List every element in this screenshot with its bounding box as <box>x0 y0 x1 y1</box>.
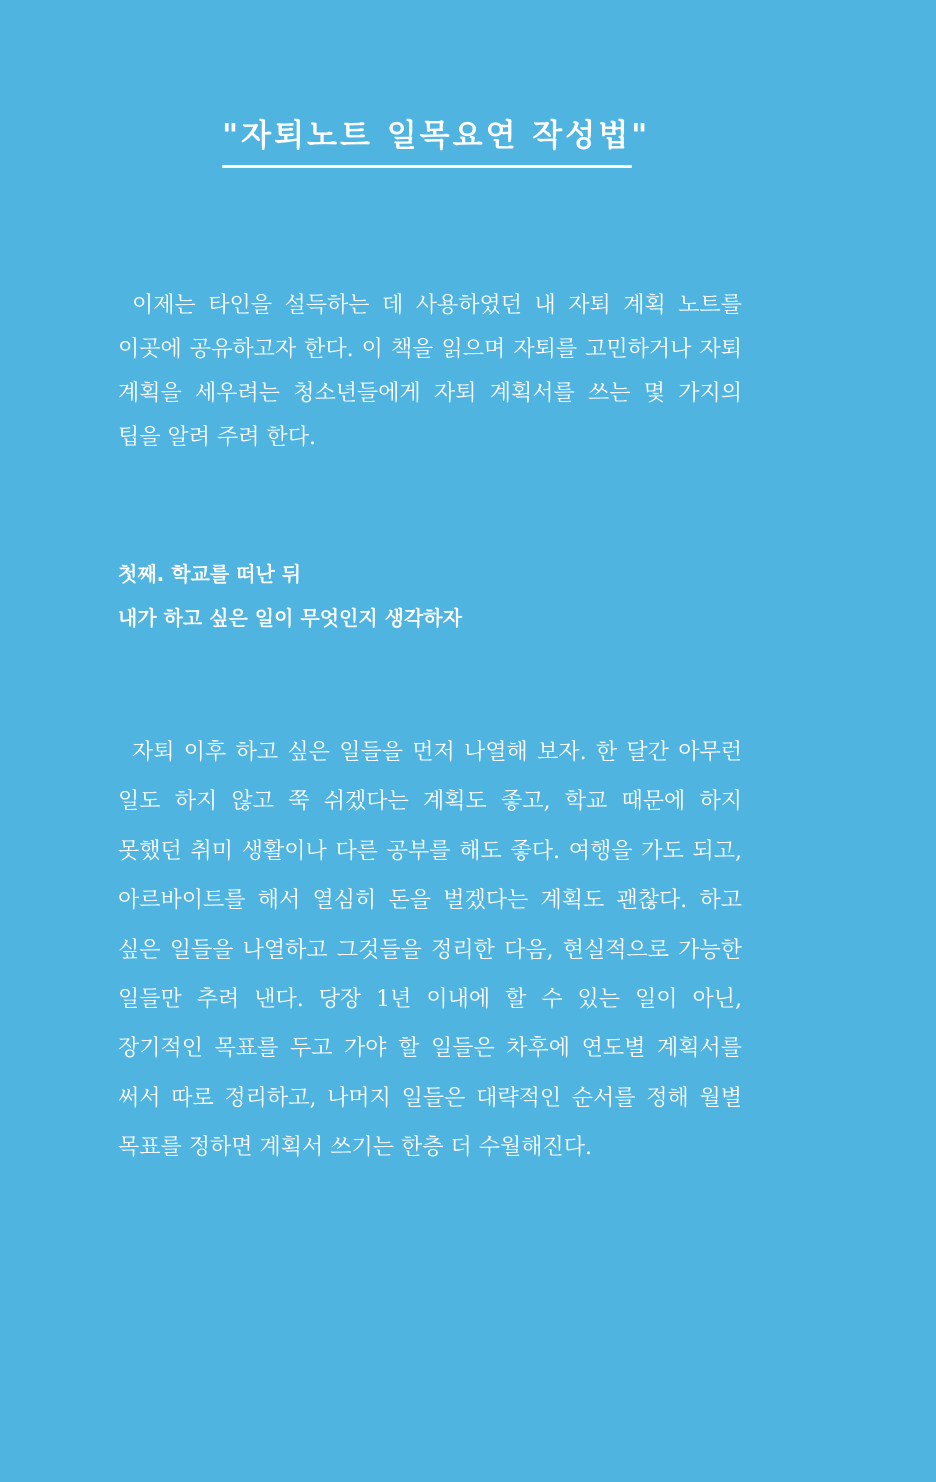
body-paragraph <box>118 728 742 1173</box>
title-underline <box>222 165 632 168</box>
section-heading-line-1: 첫째. 학교를 떠난 뒤 <box>118 562 302 586</box>
title-block <box>222 112 651 160</box>
page-title: "자퇴노트 일목요연 작성법" <box>222 118 651 154</box>
body-text: 자퇴 이후 하고 싶은 일들을 먼저 나열해 보자. 한 달간 아무런 일도 하지 않고 쭉 쉬겠다는 계획도 좋고, 학교 때문에 하지 못했던 취미 생활이나 다른 공부를 해도 좋다. 여행을 가도 되고, 아르바이트를 해서 열심히 돈을 벌겠다는 계획도 괜찮다. 하고 싶은 일들을 나열하고 그것들을 정리한 다음, 현실적으로 가능한 일들만 추려 낸다. 당장 1년 이내에 할 수 있는 일이 아닌, 장기적인 목표를 두고 가야 할 일들은 차후에 연도별 계획서를 써서 따로 정리하고, 나머지 일들은 대략적인 순서를 정해 월별 목표를 정하면 계획서 쓰기는 한층 더 수월해진다. <box>118 740 742 1161</box>
intro-text: 이제는 타인을 설득하는 데 사용하였던 내 자퇴 계획 노트를 이곳에 공유하고자 한다. 이 책을 읽으며 자퇴를 고민하거나 자퇴 계획을 세우려는 청소년들에게 자퇴 계획서를 쓰는 몇 가지의 팁을 알려 주려 한다. <box>118 293 742 450</box>
intro-paragraph <box>118 284 742 460</box>
section-heading <box>118 552 758 640</box>
section-heading-line-2: 내가 하고 싶은 일이 무엇인지 생각하자 <box>118 606 462 630</box>
